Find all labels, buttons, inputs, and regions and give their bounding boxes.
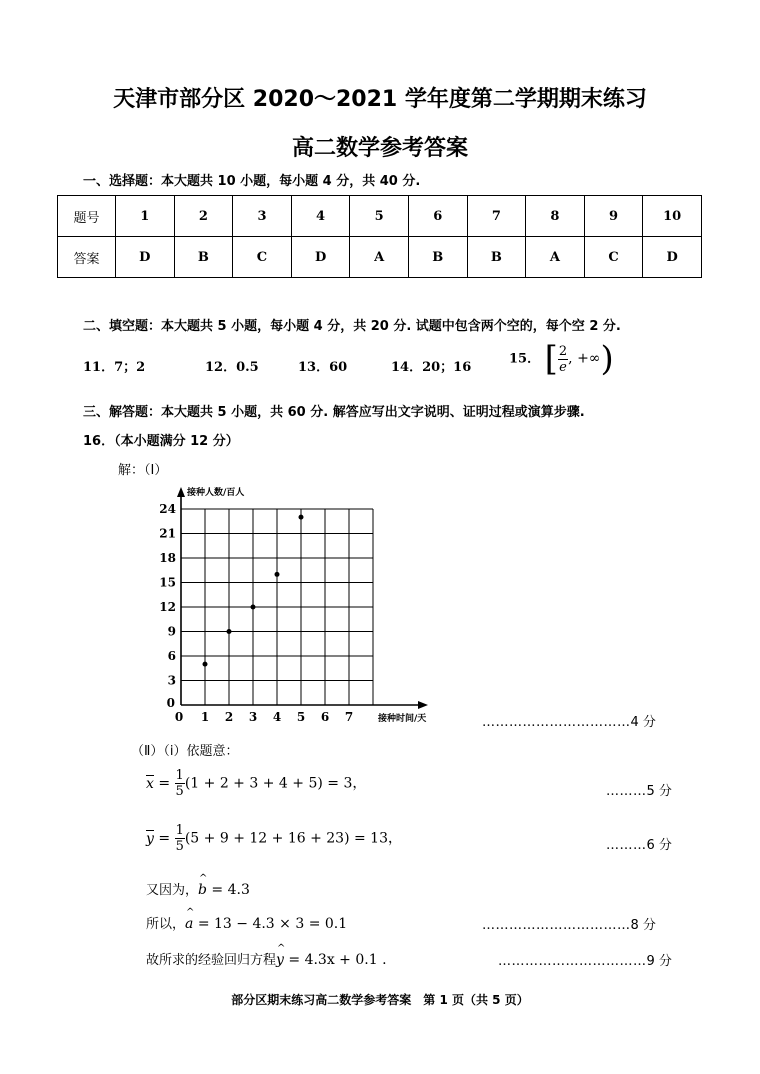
page-footer: 部分区期末练习高二数学参考答案 第 1 页（共 5 页） bbox=[231, 993, 529, 1007]
data-point bbox=[251, 605, 256, 610]
document-subtitle: 高二数学参考答案 bbox=[291, 136, 468, 161]
table-cell: A bbox=[526, 237, 585, 278]
table-row-label: 答案 bbox=[58, 237, 116, 278]
part2-heading: （Ⅱ）（ⅰ）依题意： bbox=[131, 744, 239, 759]
fraction-numerator: 1 bbox=[175, 823, 184, 838]
bhat-value: = 4.3 bbox=[206, 882, 250, 898]
table-cell: 4 bbox=[291, 196, 350, 237]
chart-ticks bbox=[159, 502, 353, 724]
table-cell: 7 bbox=[467, 196, 526, 237]
x-axis-arrow bbox=[418, 701, 428, 709]
xbar-expression: (1 + 2 + 3 + 4 + 5) = 3， bbox=[184, 775, 367, 792]
ahat-line bbox=[146, 913, 347, 932]
table-cell: B bbox=[408, 237, 467, 278]
ybar-symbol: y bbox=[146, 830, 154, 847]
item-answer: 0.5 bbox=[236, 360, 259, 375]
ahat-value: = 13 − 4.3 × 3 = 0.1 bbox=[193, 916, 348, 932]
table-cell: 8 bbox=[526, 196, 585, 237]
also-label: 又因为， bbox=[146, 883, 199, 898]
y-axis-label: 接种人数/百人 bbox=[187, 488, 245, 498]
regression-line bbox=[146, 949, 387, 968]
fraction-numerator: 1 bbox=[175, 768, 184, 783]
y-tick-label: 3 bbox=[167, 673, 176, 688]
fraction bbox=[175, 768, 185, 799]
ybar-expression: (5 + 9 + 12 + 16 + 23) = 13， bbox=[184, 830, 402, 847]
fill-answer-11 bbox=[83, 356, 145, 375]
y-tick-label: 12 bbox=[159, 600, 176, 614]
fraction-numerator: 2 bbox=[558, 343, 568, 359]
data-point bbox=[275, 572, 280, 577]
y-tick-label: 21 bbox=[159, 526, 176, 541]
x-tick-label: 0 bbox=[174, 710, 184, 724]
table-cell: B bbox=[467, 237, 526, 278]
ahat-symbol: ^ a bbox=[185, 916, 193, 932]
fill-answer-14 bbox=[391, 356, 471, 375]
y-tick-label: 18 bbox=[159, 551, 176, 565]
item-answer: 7；2 bbox=[114, 360, 146, 375]
data-point bbox=[227, 629, 232, 634]
score-line-6 bbox=[606, 834, 672, 853]
table-cell: D bbox=[116, 237, 175, 278]
leader-dots: ……… bbox=[606, 784, 647, 799]
xbar-symbol: x bbox=[146, 775, 154, 792]
y-tick-label: 9 bbox=[167, 624, 176, 639]
bhat-symbol: ^ b bbox=[198, 882, 207, 898]
leader-dots: ……… bbox=[606, 838, 647, 853]
fraction bbox=[175, 823, 185, 854]
item-number: 14． bbox=[391, 360, 423, 375]
chart-axes bbox=[177, 487, 428, 709]
data-point bbox=[299, 515, 304, 520]
table-cell: B bbox=[174, 237, 233, 278]
section3-heading: 三、解答题：本大题共 5 小题，共 60 分. 解答应写出文字说明、证明过程或演算步骤. bbox=[83, 405, 585, 420]
leader-dots: …………………………… bbox=[482, 715, 631, 730]
item-number: 15． bbox=[509, 351, 541, 367]
x-tick-label: 4 bbox=[272, 710, 282, 724]
table-cell: D bbox=[643, 237, 702, 278]
part1-label: 解：（Ⅰ） bbox=[118, 463, 168, 478]
table-cell: C bbox=[584, 237, 643, 278]
document-title: 天津市部分区 2020～2021 学年度第二学期期末练习 bbox=[113, 87, 647, 112]
x-tick-label: 5 bbox=[296, 710, 306, 724]
item-answer: 20；16 bbox=[422, 360, 472, 375]
fraction-denominator: e bbox=[559, 359, 567, 375]
score-value: 9 分 bbox=[646, 954, 672, 969]
y-tick-label: 0 bbox=[166, 696, 175, 710]
fill-answer-12 bbox=[205, 356, 259, 375]
table-cell: 10 bbox=[643, 196, 702, 237]
bhat-line bbox=[146, 879, 250, 898]
table-cell: 1 bbox=[116, 196, 175, 237]
table-row-label: 题号 bbox=[58, 196, 116, 237]
regression-equation: = 4.3x + 0.1 . bbox=[283, 952, 387, 968]
data-point bbox=[203, 662, 208, 667]
score-value: 8 分 bbox=[630, 918, 656, 933]
table-cell: D bbox=[291, 237, 350, 278]
x-tick-label: 6 bbox=[320, 710, 330, 724]
conclusion-label: 故所求的经验回归方程 bbox=[146, 953, 277, 968]
scatter-chart bbox=[150, 478, 450, 728]
leader-dots: …………………………… bbox=[482, 918, 631, 933]
score-value: 4 分 bbox=[630, 715, 656, 730]
so-label: 所以， bbox=[146, 917, 186, 932]
interval-tail: , +∞ bbox=[568, 350, 601, 367]
table-cell: A bbox=[350, 237, 409, 278]
right-paren: ) bbox=[600, 339, 614, 379]
item-answer: 60 bbox=[329, 360, 348, 375]
fill-answer-15 bbox=[509, 339, 614, 379]
table-cell: 2 bbox=[174, 196, 233, 237]
x-tick-label: 3 bbox=[248, 710, 258, 724]
score-value: 6 分 bbox=[646, 838, 672, 853]
yhat-symbol: ^ y bbox=[276, 952, 284, 968]
score-line-4 bbox=[482, 711, 656, 730]
table-cell: 5 bbox=[350, 196, 409, 237]
answer-table bbox=[57, 195, 702, 278]
item-number: 11． bbox=[83, 360, 115, 375]
leader-dots: …………………………… bbox=[498, 954, 647, 969]
y-tick-label: 24 bbox=[159, 502, 176, 516]
fill-answer-13 bbox=[298, 356, 347, 375]
x-tick-label: 2 bbox=[224, 710, 234, 724]
question-16-heading: 16．（本小题满分 12 分） bbox=[83, 434, 239, 449]
fraction bbox=[558, 344, 568, 375]
score-line-8 bbox=[482, 914, 656, 933]
fraction-denominator: 5 bbox=[175, 839, 184, 854]
item-number: 12． bbox=[205, 360, 237, 375]
chart-grid bbox=[181, 509, 373, 705]
y-tick-label: 15 bbox=[159, 575, 176, 590]
ybar-equation: y = $\frac{1}{5}$ (5 + 9 + 12 + 16 + 23) = 13， bbox=[146, 823, 402, 854]
fraction-denominator: 5 bbox=[175, 784, 184, 799]
y-tick-label: 6 bbox=[167, 649, 176, 663]
score-value: 5 分 bbox=[646, 784, 672, 799]
score-line-9 bbox=[498, 950, 672, 969]
table-cell: 6 bbox=[408, 196, 467, 237]
x-axis-label: 接种时间/天 bbox=[378, 714, 427, 724]
table-row-answers bbox=[58, 237, 702, 278]
x-tick-label: 1 bbox=[200, 710, 210, 724]
table-row-numbers bbox=[58, 196, 702, 237]
x-tick-label: 7 bbox=[344, 710, 354, 724]
table-cell: 3 bbox=[233, 196, 292, 237]
section2-heading: 二、填空题：本大题共 5 小题，每小题 4 分，共 20 分. 试题中包含两个空的，每个空 2 分. bbox=[83, 319, 621, 334]
section1-heading: 一、选择题：本大题共 10 小题，每小题 4 分，共 40 分. bbox=[83, 174, 421, 189]
y-axis-arrow bbox=[177, 487, 185, 497]
table-cell: C bbox=[233, 237, 292, 278]
xbar-equation: x = $\frac{1}{5}$ (1 + 2 + 3 + 4 + 5) = 3， bbox=[146, 768, 367, 799]
score-line-5 bbox=[606, 780, 672, 799]
left-bracket: [ bbox=[544, 339, 558, 379]
table-cell: 9 bbox=[584, 196, 643, 237]
item-number: 13． bbox=[298, 360, 330, 375]
